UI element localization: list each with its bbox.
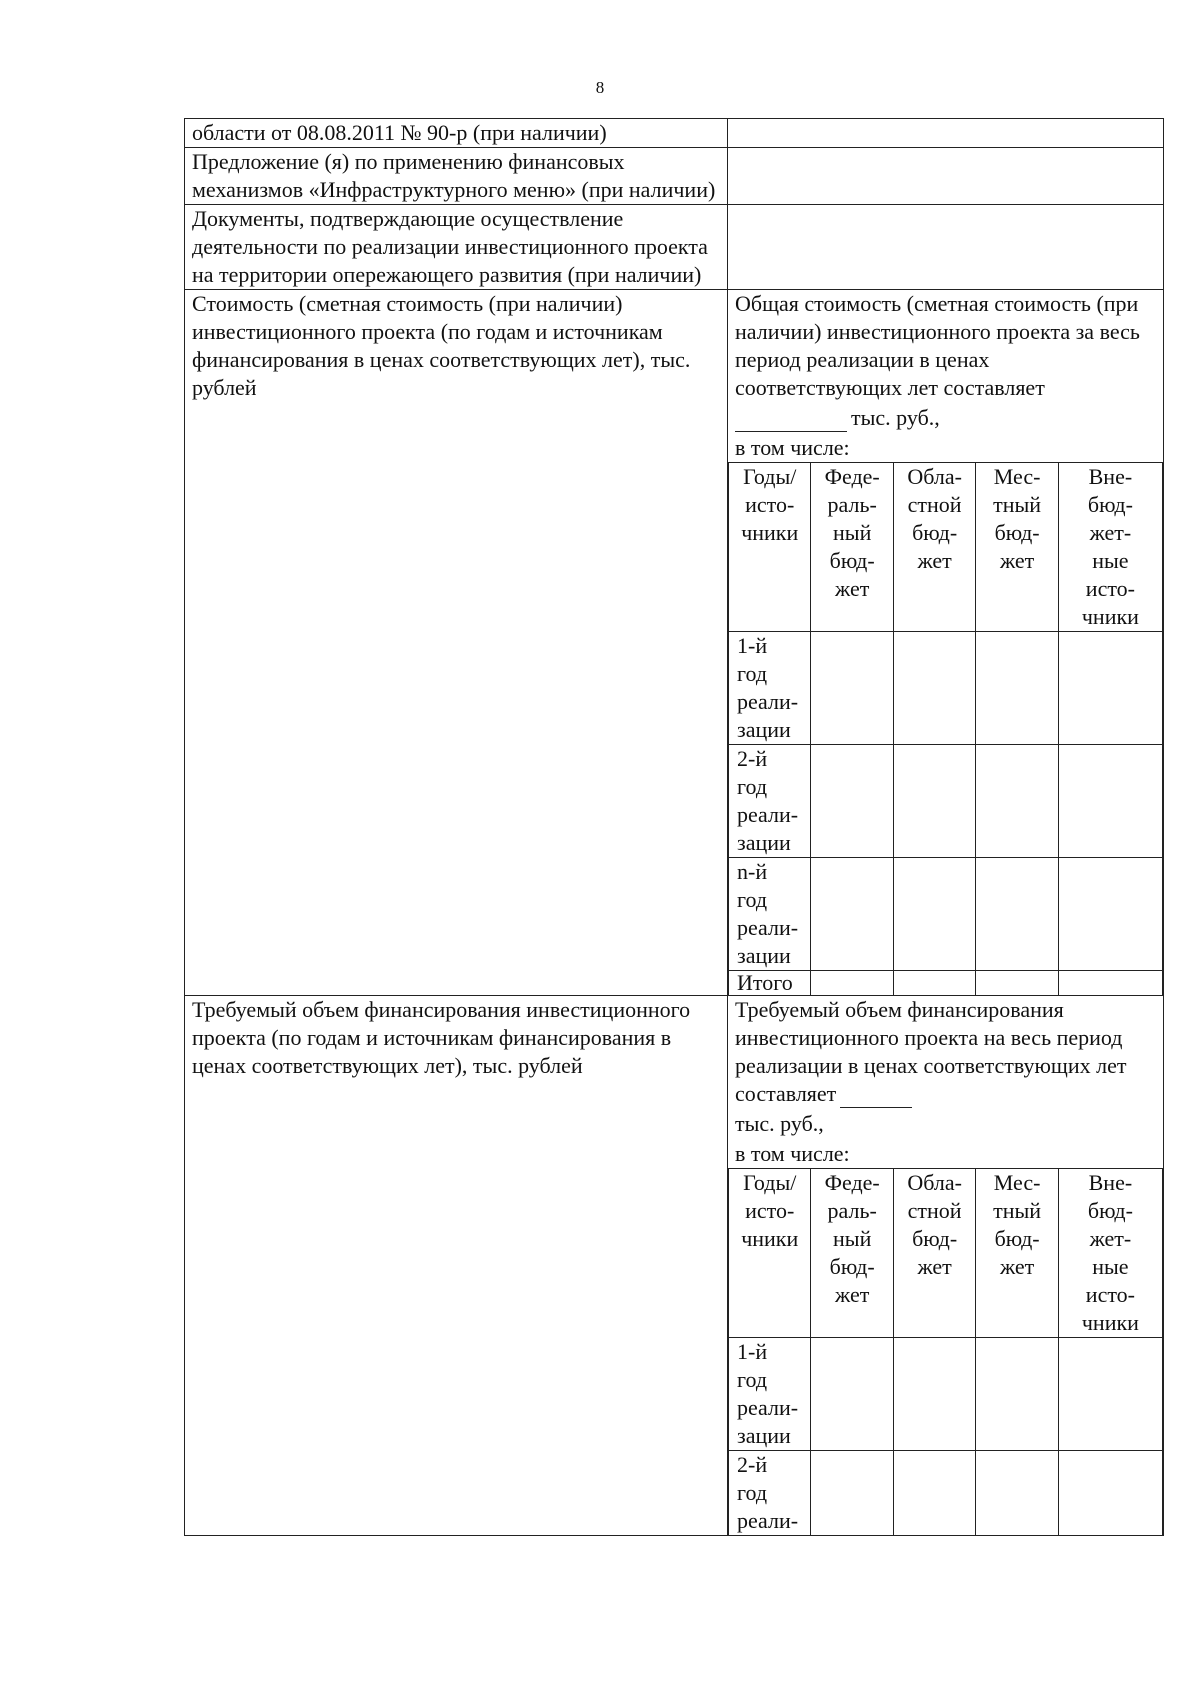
required-including: в том числе:: [735, 1141, 850, 1166]
header-extrabudgetary-sources: Вне- бюд- жет- ные исто- чники: [1058, 463, 1162, 632]
table-row: [729, 463, 1163, 632]
total-label: Итого: [729, 971, 811, 996]
header-federal-budget: Феде- раль- ный бюд- жет: [811, 463, 893, 632]
required-amount-blank: [840, 1087, 912, 1108]
table-cell: [811, 745, 893, 858]
table-row: [729, 971, 1163, 996]
table-cell: [893, 1451, 975, 1536]
row-value-cost: [728, 290, 1164, 996]
table-row: [729, 1338, 1163, 1451]
table-cell: [811, 971, 893, 996]
table-cell: [893, 632, 975, 745]
header-local-budget: Мес- тный бюд- жет: [976, 463, 1058, 632]
table-cell: [811, 632, 893, 745]
table-cell: [1058, 858, 1162, 971]
row-value-required-financing: [728, 996, 1164, 1536]
required-description: Требуемый объем финансирования инвестиционного проекта на весь период реализации в ценах соответствующих лет составляет: [735, 997, 1127, 1106]
table-row: [729, 745, 1163, 858]
table-cell: [893, 1338, 975, 1451]
table-row: [729, 858, 1163, 971]
main-form-table: [184, 118, 1164, 1536]
table-cell: [811, 1451, 893, 1536]
table-row: [185, 148, 1164, 205]
header-regional-budget: Обла- стной бюд- жет: [893, 1169, 975, 1338]
year-1-label: 1-й год реали- зации: [729, 632, 811, 745]
row-label-cost: Стоимость (сметная стоимость (при наличии) инвестиционного проекта (по годам и источникам финансирования в ценах соответствующих лет), тыс. рублей: [185, 290, 728, 996]
year-n-label: n-й год реали- зации: [729, 858, 811, 971]
table-row: [185, 290, 1164, 996]
required-description-line: [735, 996, 1156, 1108]
table-cell: [893, 971, 975, 996]
table-cell: [976, 632, 1058, 745]
required-financing-table: [728, 1168, 1163, 1536]
table-cell: [893, 858, 975, 971]
cost-including: в том числе:: [735, 435, 850, 460]
table-cell: [976, 971, 1058, 996]
cost-amount-blank: [735, 411, 847, 432]
table-row: [185, 205, 1164, 290]
page-number: 8: [595, 78, 605, 97]
header-years-sources: Годы/ исто- чники: [729, 1169, 811, 1338]
table-cell: [1058, 1451, 1162, 1536]
table-row: [729, 1169, 1163, 1338]
table-cell: [811, 1338, 893, 1451]
table-cell: [811, 858, 893, 971]
header-federal-budget: Феде- раль- ный бюд- жет: [811, 1169, 893, 1338]
year-2-label: 2-й год реали-: [729, 1451, 811, 1536]
cost-unit: тыс. руб.,: [851, 405, 940, 430]
table-cell: [976, 745, 1058, 858]
header-extrabudgetary-sources: Вне- бюд- жет- ные исто- чники: [1058, 1169, 1162, 1338]
table-row: [185, 119, 1164, 148]
table-cell: [976, 1338, 1058, 1451]
year-2-label: 2-й год реали- зации: [729, 745, 811, 858]
table-row: [729, 1451, 1163, 1536]
required-unit: тыс. руб.,: [735, 1111, 824, 1136]
row-label-infrastructure-menu: Предложение (я) по применению финансовых механизмов «Инфраструктурного меню» (при наличии): [185, 148, 728, 205]
table-row: [185, 996, 1164, 1536]
table-cell: [976, 1451, 1058, 1536]
cost-description: Общая стоимость (сметная стоимость (при наличии) инвестиционного проекта за весь период реализации в ценах соответствующих лет составляет: [735, 291, 1140, 400]
header-years-sources: Годы/ исто- чники: [729, 463, 811, 632]
header-local-budget: Мес- тный бюд- жет: [976, 1169, 1058, 1338]
row-value-documents: [728, 205, 1164, 290]
table-cell: [1058, 971, 1162, 996]
cost-amount-line: [735, 404, 1156, 432]
table-cell: [893, 745, 975, 858]
row-label-order-reference: области от 08.08.2011 № 90-р (при наличии): [185, 119, 728, 148]
table-cell: [1058, 1338, 1162, 1451]
row-value-infrastructure-menu: [728, 148, 1164, 205]
table-cell: [1058, 745, 1162, 858]
table-cell: [1058, 632, 1162, 745]
cost-financing-table: [728, 462, 1163, 996]
year-1-label: 1-й год реали- зации: [729, 1338, 811, 1451]
table-cell: [976, 858, 1058, 971]
row-value-order-reference: [728, 119, 1164, 148]
row-label-required-financing: Требуемый объем финансирования инвестиционного проекта (по годам и источникам финансирования в ценах соответствующих лет), тыс. рублей: [185, 996, 728, 1536]
header-regional-budget: Обла- стной бюд- жет: [893, 463, 975, 632]
table-row: [729, 632, 1163, 745]
row-label-documents: Документы, подтверждающие осуществление деятельности по реализации инвестиционного проекта на территории опережающего развития (при наличии): [185, 205, 728, 290]
